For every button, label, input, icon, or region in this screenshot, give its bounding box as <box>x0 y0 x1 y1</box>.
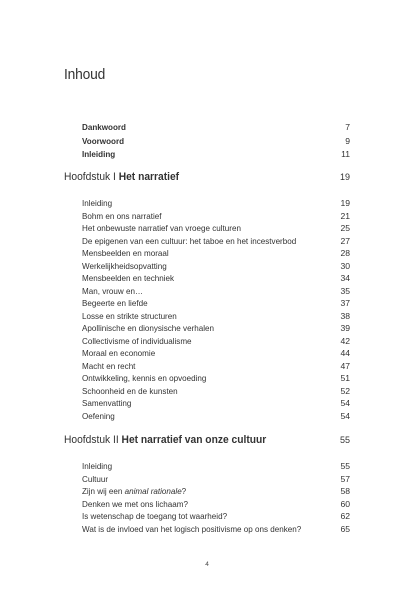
toc-entry-page: 65 <box>340 523 350 534</box>
toc-entry-label: Denken we met ons lichaam? <box>82 498 188 509</box>
toc-entry[interactable] <box>82 236 350 247</box>
toc-entry-page: 38 <box>340 310 350 321</box>
toc-entry-page: 9 <box>345 135 350 146</box>
toc-entry-label: Oefening <box>82 410 115 421</box>
toc-entry[interactable] <box>82 411 350 422</box>
toc-entry-label: Ontwikkeling, kennis en opvoeding <box>82 373 207 383</box>
toc-entry-label: Apollinische en dionysische verhalen <box>82 323 215 333</box>
toc-entry-page: 37 <box>340 298 350 308</box>
toc-entry-page: 19 <box>340 198 350 208</box>
toc-entry-page: 62 <box>340 511 350 521</box>
toc-entry-page: 39 <box>340 323 350 333</box>
toc-entry-page: 27 <box>340 235 350 246</box>
toc-entry-label: Moraal en economie <box>82 348 156 358</box>
toc-entry-label: Collectivisme of individualisme <box>82 335 192 346</box>
toc-entry-label: Mensbeelden en moraal <box>82 248 169 258</box>
toc-entry-label: Inleiding <box>82 198 113 208</box>
toc-entry[interactable] <box>82 386 350 397</box>
toc-entry[interactable] <box>82 261 350 272</box>
toc-entry-page: 28 <box>340 248 350 258</box>
toc-entry[interactable] <box>82 311 350 322</box>
toc-entry-label: Begeerte en liefde <box>82 298 148 308</box>
chapter-title: Hoofdstuk I Het narratief <box>64 171 180 183</box>
toc-entry-label: Bohm en ons narratief <box>82 210 162 221</box>
toc-entry-label: Cultuur <box>82 473 109 484</box>
toc-entry[interactable] <box>82 461 350 472</box>
toc-entry-voorwoord[interactable] <box>82 136 350 147</box>
chapter-page: 19 <box>339 172 350 182</box>
toc-entry[interactable] <box>82 486 350 497</box>
toc-entry-page: 51 <box>340 373 350 383</box>
toc-entry[interactable] <box>82 323 350 334</box>
toc-entry-page: 35 <box>340 285 350 296</box>
chapter-heading-2[interactable] <box>64 434 350 446</box>
toc-entry[interactable] <box>82 398 350 409</box>
toc-entry-page: 58 <box>340 486 350 496</box>
chapter-title: Hoofdstuk II Het narratief van onze cultuur <box>64 434 267 446</box>
toc-entry[interactable] <box>82 373 350 384</box>
toc-entry[interactable] <box>82 211 350 222</box>
toc-entry[interactable] <box>82 361 350 372</box>
page-title: Inhoud <box>64 66 106 83</box>
toc-entry[interactable] <box>82 499 350 510</box>
toc-entry[interactable] <box>82 348 350 359</box>
toc-entry-label: Wat is de invloed van het logisch positivisme op ons denken? <box>82 523 302 534</box>
toc-entry-label: Losse en strikte structuren <box>82 310 177 321</box>
toc-entry-page: 42 <box>340 335 350 346</box>
toc-entry-label: Mensbeelden en techniek <box>82 273 175 283</box>
toc-entry-label: Samenvatting <box>82 398 132 408</box>
toc-entry-page: 55 <box>340 461 350 471</box>
toc-entry[interactable] <box>82 286 350 297</box>
chapter-page: 55 <box>339 435 350 445</box>
toc-entry[interactable] <box>82 248 350 259</box>
toc-entry-page: 30 <box>340 260 350 271</box>
toc-entry-page: 54 <box>340 398 350 408</box>
toc-entry[interactable] <box>82 223 350 234</box>
toc-entry-inleiding[interactable] <box>82 149 350 160</box>
toc-entry-page: 7 <box>345 122 350 132</box>
toc-entry[interactable] <box>82 474 350 485</box>
toc-entry[interactable] <box>82 524 350 535</box>
chapter-heading-1[interactable] <box>64 171 350 183</box>
toc-entry-label: Dankwoord <box>82 122 126 132</box>
toc-entry-label: Inleiding <box>82 149 116 159</box>
toc-entry[interactable] <box>82 336 350 347</box>
toc-entry-label: De epigenen van een cultuur: het taboe en het incestverbod <box>82 235 297 246</box>
toc-entry[interactable] <box>82 511 350 522</box>
toc-entry-page: 60 <box>340 498 350 509</box>
toc-entry-label: Man, vrouw en… <box>82 285 144 296</box>
toc-entry-label: Macht en recht <box>82 360 136 371</box>
toc-entry-page: 11 <box>341 149 350 159</box>
toc-entry-page: 54 <box>340 410 350 421</box>
toc-entry-label: Is wetenschap de toegang tot waarheid? <box>82 511 228 521</box>
toc-entry-page: 52 <box>340 385 350 396</box>
toc-entry[interactable] <box>82 273 350 284</box>
toc-entry-label: Voorwoord <box>82 135 125 146</box>
toc-entry-page: 25 <box>340 223 350 233</box>
toc-entry[interactable] <box>82 198 350 209</box>
toc-entry-label: Het onbewuste narratief van vroege culturen <box>82 223 241 233</box>
toc-entry-page: 21 <box>340 210 350 221</box>
toc-entry-dankwoord[interactable] <box>82 122 350 133</box>
toc-entry-label: Inleiding <box>82 461 113 471</box>
toc-entry-label: Werkelijkheidsopvatting <box>82 260 167 271</box>
toc-entry-page: 44 <box>340 348 350 358</box>
toc-entry-label: Zijn wij een animal rationale? <box>82 486 187 496</box>
toc-entry-page: 34 <box>340 273 350 283</box>
toc-entry-page: 57 <box>340 473 350 484</box>
toc-entry-page: 47 <box>340 360 350 371</box>
page-number: 4 <box>205 561 209 568</box>
toc-entry[interactable] <box>82 298 350 309</box>
toc-entry-label: Schoonheid en de kunsten <box>82 385 178 396</box>
